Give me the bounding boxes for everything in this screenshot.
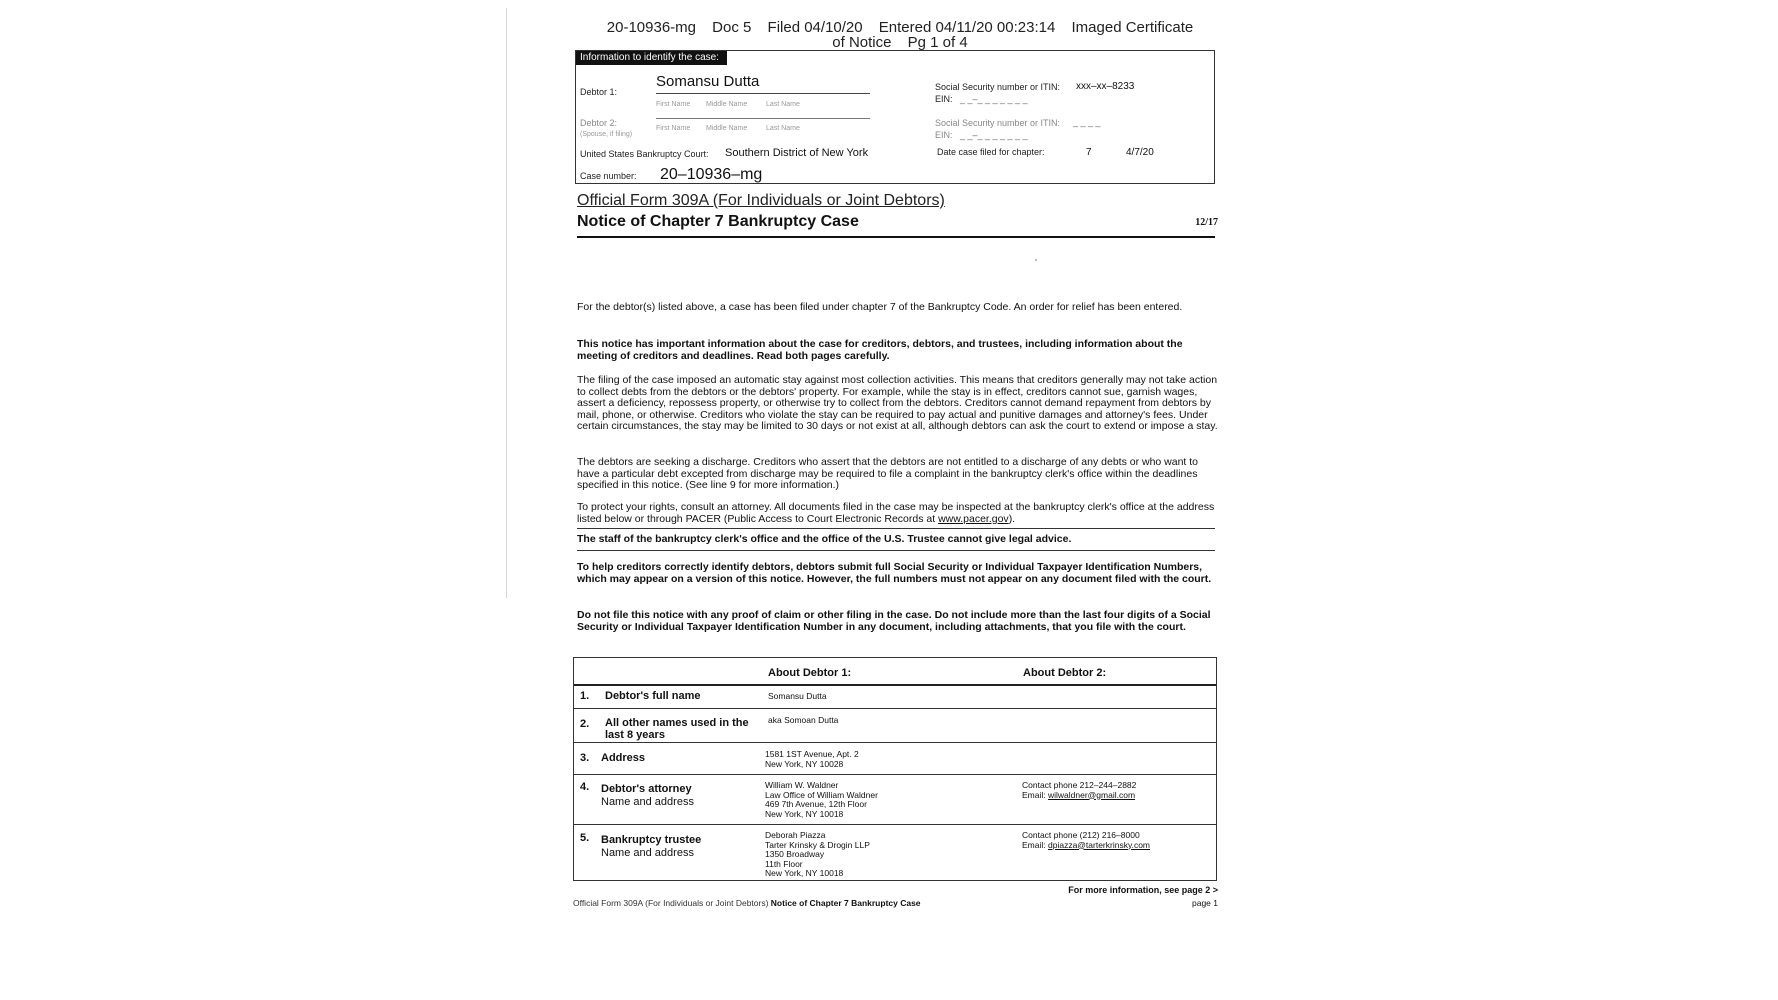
debtor1-line <box>656 93 870 94</box>
row-label: Address <box>601 752 646 764</box>
footer-page-number: page 1 <box>1192 898 1218 908</box>
ein2-blank: _ _–_ _ _ _ _ _ _ <box>960 130 1028 140</box>
date-filed-value: 4/7/20 <box>1126 147 1154 158</box>
first-name-label-2: First Name <box>656 125 691 132</box>
document-page <box>560 14 1240 914</box>
row-label: Debtor's full name <box>605 690 701 702</box>
header-line2: of Notice <box>832 34 892 51</box>
title-rule <box>577 236 1215 238</box>
date-filed-label: Date case filed for chapter: <box>937 147 1045 157</box>
rule-2 <box>577 550 1215 551</box>
more-info-note: For more information, see page 2 > <box>1068 885 1218 895</box>
attorney-email-label: Email: <box>1022 789 1046 800</box>
paragraph-do-not-file: Do not file this notice with any proof of claim or other filing in the case. Do not include more than the last four digits of a Social Security or Individual Taxpayer Identification Number in any document, including attachments, that you file with the court. <box>577 609 1211 633</box>
trustee-email-link[interactable]: dpiazza@tarterkrinsky.com <box>1048 839 1150 850</box>
row-number: 2. <box>580 718 590 730</box>
chapter-value: 7 <box>1086 147 1092 158</box>
paragraph-important: This notice has important information about the case for creditors, debtors, and trustees, including information about the meeting of creditors and deadlines. Read both pages carefully. <box>577 338 1183 362</box>
debtor1-full-name: Somansu Dutta <box>768 691 827 701</box>
middle-name-label-2: Middle Name <box>706 125 748 132</box>
footer-form-name: Notice of Chapter 7 Bankruptcy Case <box>770 898 921 908</box>
pacer-link[interactable]: www.pacer.gov <box>938 512 1009 525</box>
ssn2-label: Social Security number or ITIN: <box>935 118 1061 128</box>
table-row <box>574 774 1216 825</box>
row-number: 4. <box>580 781 590 793</box>
row-number: 5. <box>580 832 590 844</box>
header-page: Pg 1 of 4 <box>907 34 968 51</box>
footer-form-title: Official Form 309A (For Individuals or Joint Debtors) <box>573 898 769 908</box>
paragraph-stay: The filing of the case imposed an automatic stay against most collection activities. This means that creditors generally may not take action to collect debts from the debtors or the debtors' property. For example, while the stay is in effect, creditors cannot sue, garnish wages, assert a deficiency, repossess property, or otherwise try to collect from the debtors. Creditors cannot demand repayment from debtors by mail, phone, or otherwise. Creditors who violate the stay can be required to pay actual and punitive damages and attorney's fees. Under certain circumstances, the stay may be limited to 30 days or not exist at all, although debtors can ask the court to extend or impose a stay. <box>577 374 1218 432</box>
debtor-table <box>573 657 1217 881</box>
header-doc: Doc 5 <box>712 19 752 36</box>
filing-header <box>560 20 1240 50</box>
rights-text: To protect your rights, consult an attorney. All documents filed in the case may be inspected at the bankruptcy clerk's office at the address listed below or through PACER (Public Access to Court Electronic Records at <box>577 501 1215 525</box>
header-imaged: Imaged Certificate <box>1071 19 1194 36</box>
case-identification-box <box>575 50 1215 184</box>
header-filed: Filed 04/10/20 <box>767 19 863 36</box>
table-row <box>574 684 1216 708</box>
ein-label: EIN: <box>935 94 953 104</box>
case-number-label: Case number: <box>580 171 637 181</box>
spouse-note: (Spouse, if filing) <box>580 131 633 138</box>
case-box-title: Information to identify the case: <box>576 51 727 65</box>
form-date: 12/17 <box>1195 217 1218 228</box>
rule-1 <box>577 528 1215 529</box>
trustee-email-label: Email: <box>1022 839 1046 850</box>
footer-form <box>573 898 921 908</box>
paragraph-staff: The staff of the bankruptcy clerk's office and the office of the U.S. Trustee cannot give legal advice. <box>577 533 1072 545</box>
debtor1-name: Somansu Dutta <box>656 73 760 90</box>
about-debtor1-header: About Debtor 1: <box>768 667 852 679</box>
paragraph-identify: To help creditors correctly identify debtors, debtors submit full Social Security or Individual Taxpayer Identification Numbers, which may appear on a version of this notice. However, the full numbers must not appear on any document filed with the court. <box>577 561 1212 585</box>
court-value: Southern District of New York <box>725 147 869 159</box>
paragraph-relief: For the debtor(s) listed above, a case has been filed under chapter 7 of the Bankruptcy Code. An order for relief has been entered. <box>577 301 1183 313</box>
last-name-label-2: Last Name <box>766 125 800 132</box>
ein2-label: EIN: <box>935 130 953 140</box>
debtor2-label: Debtor 2: <box>580 118 618 128</box>
about-debtor2-header: About Debtor 2: <box>1023 667 1107 679</box>
form-title: Official Form 309A (For Individuals or Joint Debtors) <box>577 192 945 209</box>
case-number-value: 20–10936–mg <box>660 166 763 183</box>
row-sublabel: Name and address <box>601 847 694 859</box>
debtor2-line <box>656 118 870 119</box>
attorney-phone: Contact phone 212–244–2882 <box>1022 780 1137 790</box>
rights-end: ). <box>1008 512 1016 525</box>
header-case: 20-10936-mg <box>606 19 696 36</box>
paragraph-rights <box>577 502 1219 525</box>
header-entered: Entered 04/11/20 00:23:14 <box>878 19 1056 36</box>
middle-name-label: Middle Name <box>706 101 748 108</box>
row-number: 1. <box>580 690 590 702</box>
table-row <box>574 742 1216 775</box>
attorney-contact <box>1022 781 1136 800</box>
form-name: Notice of Chapter 7 Bankruptcy Case <box>577 213 859 230</box>
paragraph-discharge: The debtors are seeking a discharge. Creditors who assert that the debtors are not entitled to a discharge of any debts or who want to have a particular debt excepted from discharge may be required to file a complaint in the bankruptcy clerk's office within the deadlines specified in this notice. (See line 9 for more information.) <box>577 456 1199 491</box>
ein-blank: _ _–_ _ _ _ _ _ _ <box>960 94 1028 104</box>
trustee-phone: Contact phone (212) 216–8000 <box>1022 830 1140 840</box>
attorney-email-link[interactable]: wilwaldner@gmail.com <box>1048 789 1136 800</box>
ssn2-blank: _ _ _ _ <box>1073 117 1101 127</box>
scan-edge-line <box>506 8 507 598</box>
row-label: Debtor's attorney <box>601 783 692 795</box>
trustee-details: Deborah Piazza Tarter Krinsky & Drogin LLP 1350 Broadway 11th Floor New York, NY 10018 <box>765 830 870 878</box>
first-name-label: First Name <box>656 101 691 108</box>
row-label: Bankruptcy trustee <box>601 834 702 846</box>
debtor1-address: 1581 1ST Avenue, Apt. 2 New York, NY 10028 <box>765 749 859 769</box>
row-sublabel: Name and address <box>601 796 694 808</box>
ssn-value: xxx–xx–8233 <box>1076 81 1135 92</box>
ssn-label: Social Security number or ITIN: <box>935 82 1061 92</box>
last-name-label: Last Name <box>766 101 800 108</box>
debtor1-other-names: aka Somoan Dutta <box>768 715 839 725</box>
row-label: All other names used in the last 8 years <box>605 717 749 741</box>
court-label: United States Bankruptcy Court: <box>580 149 709 159</box>
table-row <box>574 708 1216 743</box>
table-row <box>574 824 1216 881</box>
trustee-contact <box>1022 831 1150 850</box>
row-number: 3. <box>580 752 590 764</box>
attorney-details: William W. Waldner Law Office of William Waldner 469 7th Avenue, 12th Floor New York, NY 10018 <box>765 780 878 819</box>
debtor1-label: Debtor 1: <box>580 87 618 97</box>
